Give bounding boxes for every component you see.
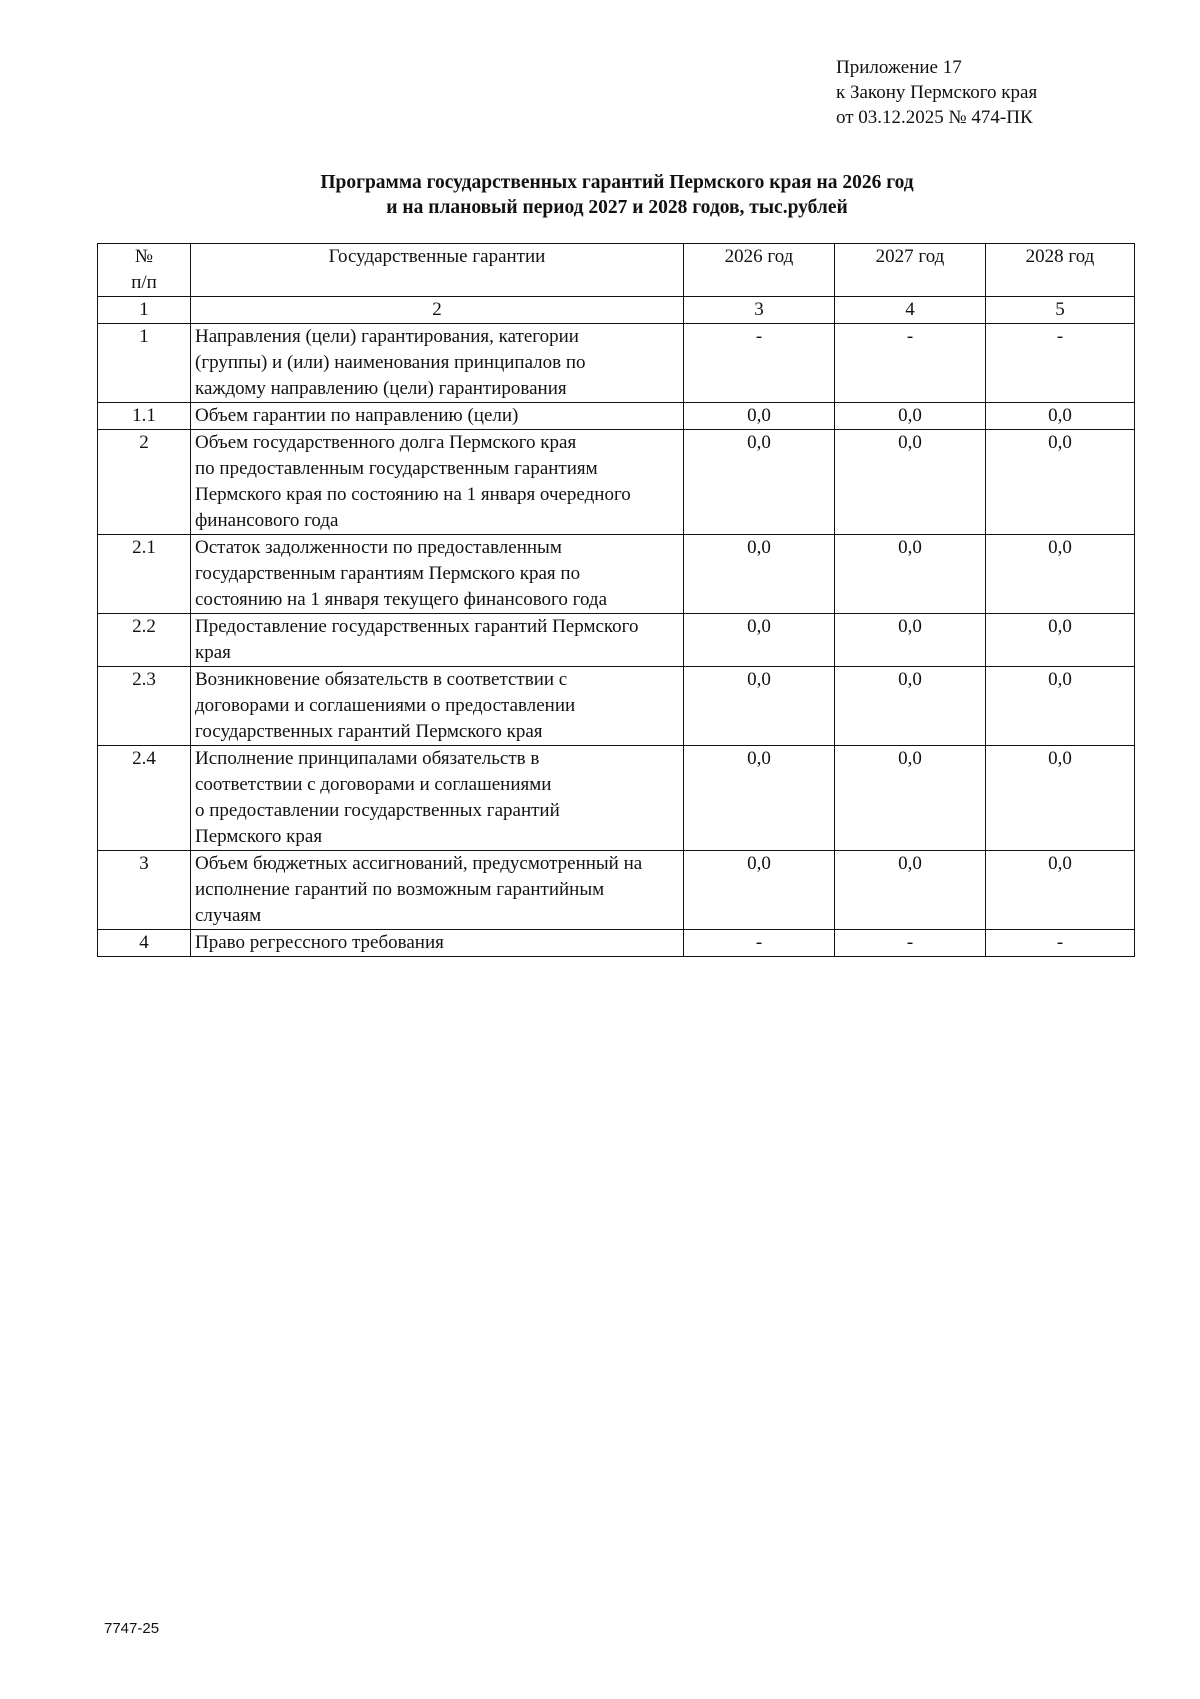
row-description (191, 403, 684, 430)
description-line: Остаток задолженности по предоставленным (195, 537, 562, 558)
row-description (191, 324, 684, 403)
annex-law-reference: к Закону Пермского края (836, 82, 1038, 103)
row-description (191, 667, 684, 746)
value-2028: - (986, 324, 1135, 403)
table-row (98, 535, 1135, 614)
value-2027: - (835, 324, 986, 403)
description-line: по предоставленным государственным гарантиям (195, 458, 598, 479)
value-2027: 0,0 (835, 535, 986, 614)
description-line: государственным гарантиям Пермского края по (195, 563, 581, 584)
document-title-line-2: и на плановый период 2027 и 2028 годов, тыс.рублей (386, 197, 848, 218)
row-description (191, 930, 684, 957)
column-number: 2 (191, 297, 684, 324)
description-line: Направления (цели) гарантирования, категории (195, 326, 579, 347)
value-2027: 0,0 (835, 430, 986, 535)
value-2026: - (684, 324, 835, 403)
description-line: Объем бюджетных ассигнований, предусмотренный на (195, 853, 643, 874)
value-2028: 0,0 (986, 851, 1135, 930)
column-number: 5 (986, 297, 1135, 324)
row-description (191, 614, 684, 667)
header-year-2028: 2028 год (986, 244, 1135, 297)
table-row (98, 614, 1135, 667)
value-2027: 0,0 (835, 614, 986, 667)
row-number: 2.1 (98, 535, 191, 614)
value-2026: 0,0 (684, 667, 835, 746)
header-guarantees: Государственные гарантии (191, 244, 684, 297)
description-line: Предоставление государственных гарантий Пермского (195, 616, 639, 637)
description-line: государственных гарантий Пермского края (195, 721, 543, 742)
value-2027: 0,0 (835, 851, 986, 930)
value-2028: 0,0 (986, 535, 1135, 614)
row-description (191, 430, 684, 535)
header-year-2027: 2027 год (835, 244, 986, 297)
row-number: 1.1 (98, 403, 191, 430)
description-line: Объем гарантии по направлению (цели) (195, 405, 519, 426)
table-row (98, 403, 1135, 430)
value-2026: 0,0 (684, 614, 835, 667)
description-line: случаям (195, 905, 262, 926)
row-number: 3 (98, 851, 191, 930)
value-2028: 0,0 (986, 614, 1135, 667)
description-line: (группы) и (или) наименования принципалов по (195, 352, 586, 373)
row-description (191, 746, 684, 851)
table-header-row (98, 244, 1135, 297)
document-title (100, 170, 1134, 220)
row-number: 2 (98, 430, 191, 535)
row-number: 2.4 (98, 746, 191, 851)
annex-number: Приложение 17 (836, 57, 962, 78)
table-row (98, 430, 1135, 535)
document-title-line-1: Программа государственных гарантий Пермского края на 2026 год (320, 172, 914, 193)
value-2028: 0,0 (986, 746, 1135, 851)
description-line: края (195, 642, 231, 663)
row-description (191, 535, 684, 614)
annex-law-date: от 03.12.2025 № 474-ПК (836, 107, 1033, 128)
value-2028: - (986, 930, 1135, 957)
value-2026: 0,0 (684, 430, 835, 535)
value-2026: 0,0 (684, 403, 835, 430)
value-2028: 0,0 (986, 667, 1135, 746)
header-row-number (98, 244, 191, 297)
row-number: 1 (98, 324, 191, 403)
description-line: Право регрессного требования (195, 932, 444, 953)
row-description (191, 851, 684, 930)
row-number: 2.3 (98, 667, 191, 746)
header-number-sign: № (134, 246, 154, 267)
column-number: 3 (684, 297, 835, 324)
description-line: Исполнение принципалами обязательств в (195, 748, 540, 769)
description-line: Объем государственного долга Пермского края (195, 432, 577, 453)
value-2028: 0,0 (986, 403, 1135, 430)
table-body (98, 324, 1135, 957)
guarantees-table (97, 243, 1135, 957)
value-2027: 0,0 (835, 667, 986, 746)
description-line: о предоставлении государственных гарантий (195, 800, 560, 821)
header-number-abbrev: п/п (131, 272, 157, 293)
row-number: 2.2 (98, 614, 191, 667)
description-line: соответствии с договорами и соглашениями (195, 774, 552, 795)
description-line: договорами и соглашениями о предоставлении (195, 695, 576, 716)
table-row (98, 324, 1135, 403)
value-2027: - (835, 930, 986, 957)
table-row (98, 851, 1135, 930)
value-2028: 0,0 (986, 430, 1135, 535)
column-number: 4 (835, 297, 986, 324)
column-number: 1 (98, 297, 191, 324)
description-line: финансового года (195, 510, 339, 531)
description-line: Пермского края по состоянию на 1 января очередного (195, 484, 631, 505)
value-2026: - (684, 930, 835, 957)
table-row (98, 930, 1135, 957)
description-line: Возникновение обязательств в соответствии с (195, 669, 568, 690)
description-line: состоянию на 1 января текущего финансового года (195, 589, 607, 610)
header-year-2026: 2026 год (684, 244, 835, 297)
row-number: 4 (98, 930, 191, 957)
table-row (98, 667, 1135, 746)
annex-reference (836, 55, 1037, 130)
document-code: 7747-25 (104, 1620, 160, 1637)
value-2026: 0,0 (684, 746, 835, 851)
table-row (98, 746, 1135, 851)
value-2026: 0,0 (684, 535, 835, 614)
description-line: исполнение гарантий по возможным гарантийным (195, 879, 605, 900)
value-2026: 0,0 (684, 851, 835, 930)
value-2027: 0,0 (835, 403, 986, 430)
value-2027: 0,0 (835, 746, 986, 851)
description-line: Пермского края (195, 826, 323, 847)
description-line: каждому направлению (цели) гарантирования (195, 378, 567, 399)
column-numbers-row (98, 297, 1135, 324)
